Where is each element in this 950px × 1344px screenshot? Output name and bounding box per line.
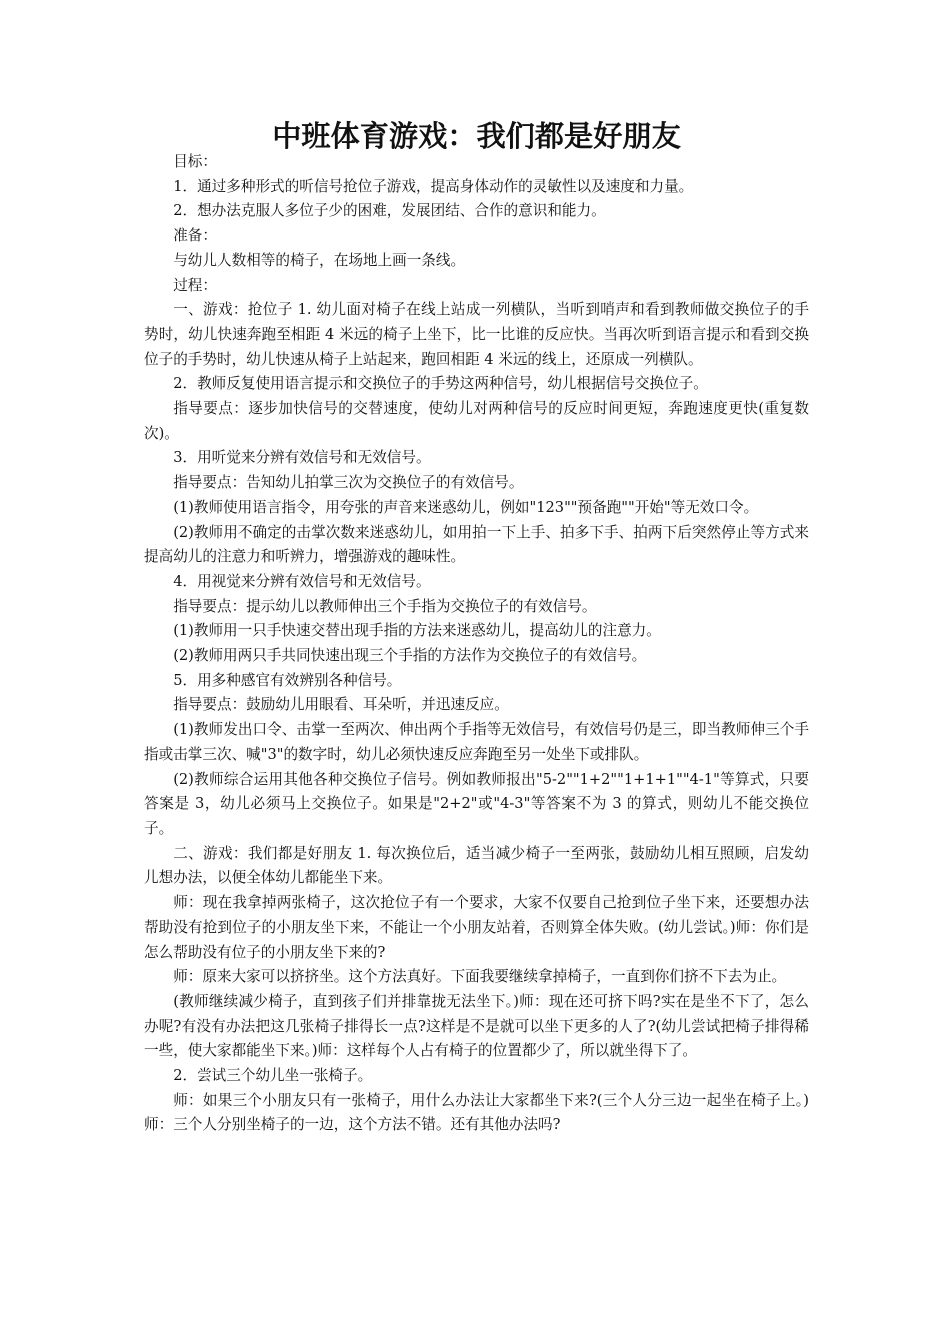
paragraph-game-2: 二、游戏：我们都是好朋友 1. 每次换位后，适当减少椅子一至两张，鼓励幼儿相互照顾，启发幼儿想办法，以便全体幼儿都能坐下来。 xyxy=(144,844,809,887)
paragraph-game-2-step-2: 2．尝试三个幼儿坐一张椅子。 xyxy=(173,1067,373,1085)
paragraph-process-heading: 过程： xyxy=(173,276,217,294)
paragraph-guidance-5: 指导要点：鼓励幼儿用眼看、耳朵听，并迅速反应。 xyxy=(173,696,509,714)
paragraph-step-5: 5．用多种感官有效辨别各种信号。 xyxy=(173,671,402,689)
paragraph-goal-1: 1．通过多种形式的听信号抢位子游戏，提高身体动作的灵敏性以及速度和力量。 xyxy=(173,177,694,195)
paragraph-step-3-1: (1)教师使用语言指令，用夸张的声音来迷惑幼儿，例如"123""预备跑""开始"等无效口令。 xyxy=(173,498,759,516)
paragraph-guidance-2: 指导要点：逐步加快信号的交替速度，使幼儿对两种信号的反应时间更短，奔跑速度更快(重复数次)。 xyxy=(144,400,809,442)
paragraph-step-3-2: (2)教师用不确定的击掌次数来迷惑幼儿，如用拍一下上手、拍多下手、拍两下后突然停止等方式来提高幼儿的注意力和听辨力，增强游戏的趣味性。 xyxy=(144,523,809,566)
paragraph-prep: 与幼儿人数相等的椅子，在场地上画一条线。 xyxy=(173,251,466,269)
paragraph-step-5-2: (2)教师综合运用其他各种交换位子信号。例如教师报出"5-2""1+2""1+1+1""4-1"等算式，只要答案是 3，幼儿必须马上交换位子。如果是"2+2"或"4-3"等答案不为 3 的算式，则幼儿不能交换位子。 xyxy=(144,770,809,837)
document-body xyxy=(144,150,809,1138)
paragraph-dialog-3: (教师继续减少椅子，直到孩子们并排靠拢无法坐下。)师：现在还可挤下吗?实在是坐不下了，怎么办呢?有没有办法把这几张椅子排得长一点?这样是不是就可以坐下更多的人了?(幼儿尝试把椅子排得稀一些，使大家都能坐下来。)师：这样每个人占有椅子的位置都少了，所以就坐得下了。 xyxy=(144,992,809,1060)
paragraph-game-1: 一、游戏：抢位子 1. 幼儿面对椅子在线上站成一列横队，当听到哨声和看到教师做交换位子的手势时，幼儿快速奔跑至相距 4 米远的椅子上坐下，比一比谁的反应快。当再次听到语言提示和看到交换位子的手势时，幼儿快速从椅子上站起来，跑回相距 4 米远的线上，还原成一列横队。 xyxy=(144,301,809,368)
paragraph-step-4-1: (1)教师用一只手快速交替出现手指的方法来迷惑幼儿，提高幼儿的注意力。 xyxy=(173,622,661,640)
paragraph-dialog-2: 师：原来大家可以挤挤坐。这个方法真好。下面我要继续拿掉椅子，一直到你们挤不下去为止。 xyxy=(173,968,787,986)
paragraph-guidance-4: 指导要点：提示幼儿以教师伸出三个手指为交换位子的有效信号。 xyxy=(173,597,597,615)
paragraph-guidance-3: 指导要点：告知幼儿拍掌三次为交换位子的有效信号。 xyxy=(173,474,524,492)
paragraph-step-2: 2．教师反复使用语言提示和交换位子的手势这两种信号，幼儿根据信号交换位子。 xyxy=(173,375,708,393)
paragraph-goal-2: 2．想办法克服人多位子少的困难，发展团结、合作的意识和能力。 xyxy=(173,202,606,220)
paragraph-step-3: 3．用听觉来分辨有效信号和无效信号。 xyxy=(173,449,431,467)
paragraph-step-5-1: (1)教师发出口令、击掌一至两次、伸出两个手指等无效信号，有效信号仍是三，即当教师伸三个手指或击掌三次、喊"3"的数字时，幼儿必须快速反应奔跑至另一处坐下或排队。 xyxy=(144,721,809,763)
paragraph-goal-heading: 目标： xyxy=(173,153,217,170)
paragraph-step-4-2: (2)教师用两只手共同快速出现三个手指的方法作为交换位子的有效信号。 xyxy=(173,647,647,665)
paragraph-dialog-4: 师：如果三个小朋友只有一张椅子，用什么办法让大家都坐下来?(三个人分三边一起坐在椅子上。)师：三个人分别坐椅子的一边，这个方法不错。还有其他办法吗? xyxy=(144,1091,809,1134)
paragraph-step-4: 4．用视觉来分辨有效信号和无效信号。 xyxy=(173,572,431,590)
paragraph-dialog-1: 师：现在我拿掉两张椅子，这次抢位子有一个要求，大家不仅要自己抢到位子坐下来，还要想办法帮助没有抢到位子的小朋友坐下来，不能让一个小朋友站着，否则算全体失败。(幼儿尝试。)师：你们是怎么帮助没有位子的小朋友坐下来的? xyxy=(144,894,809,961)
document-title: 中班体育游戏：我们都是好朋友 xyxy=(272,119,681,153)
document-page xyxy=(144,119,809,1138)
paragraph-prep-heading: 准备： xyxy=(173,227,217,245)
